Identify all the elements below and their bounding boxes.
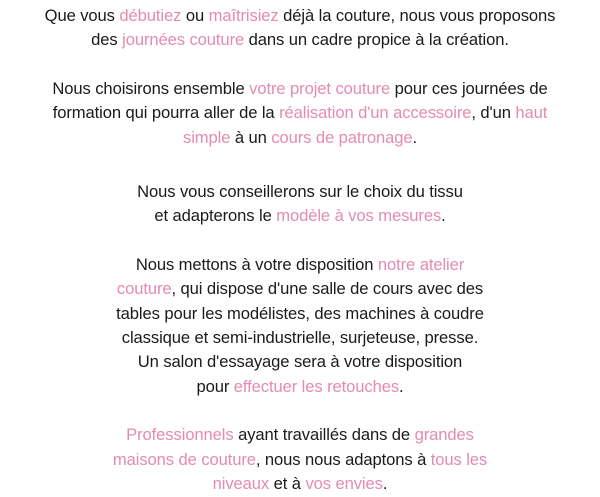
highlighted-phrase: débutiez (119, 6, 182, 25)
text-segment: Nous vous conseillerons sur le choix du tissu (137, 182, 463, 202)
text-segment: Que vous (44, 6, 120, 25)
highlighted-phrase: Professionnels (126, 425, 234, 445)
paragraph-2 (0, 77, 600, 150)
text-segment: et adapterons le (154, 206, 277, 226)
highlighted-phrase: couture (116, 279, 172, 299)
text-line (53, 103, 548, 122)
text-segment: pour ces journées de (390, 78, 548, 98)
text-line (213, 474, 388, 493)
paragraph-3 (0, 180, 600, 229)
text-line (138, 352, 462, 371)
paragraph-5 (0, 423, 600, 496)
highlighted-phrase: journées couture (122, 30, 245, 50)
text-line (126, 425, 474, 444)
highlighted-phrase: notre atelier (377, 254, 465, 274)
highlighted-phrase: maisons de couture (112, 449, 256, 469)
text-segment: tables pour les modélistes, des machines à coudre (116, 303, 484, 323)
text-segment: ayant travaillés dans de (233, 425, 415, 445)
highlighted-phrase: votre projet couture (249, 78, 391, 98)
text-segment: classique et semi-industrielle, surjeteuse, presse. (121, 328, 479, 348)
text-line (154, 206, 445, 225)
text-segment: à un (230, 127, 272, 147)
highlighted-phrase: effectuer les retouches (233, 376, 400, 396)
text-segment: déjà la couture, nous vous proposons (278, 6, 556, 25)
highlighted-phrase: haut (515, 103, 548, 123)
highlighted-phrase: réalisation d'un accessoire (279, 103, 472, 123)
text-segment: . (382, 474, 388, 494)
text-segment: ou (181, 6, 209, 25)
text-line (196, 377, 403, 396)
text-line (137, 182, 463, 201)
text-line (136, 255, 464, 274)
highlighted-phrase: cours de patronage (271, 127, 413, 147)
text-line (113, 450, 487, 469)
text-segment: et à (269, 474, 306, 494)
text-line (45, 6, 556, 25)
text-line (116, 304, 484, 323)
highlighted-phrase: maîtrisiez (208, 6, 279, 25)
text-segment: pour (196, 376, 234, 396)
text-segment: . (412, 127, 417, 147)
highlighted-phrase: simple (183, 127, 231, 147)
text-segment: dans un cadre propice à la création. (244, 30, 509, 50)
text-segment: , nous nous adaptons à (255, 449, 431, 469)
text-segment: des (91, 30, 123, 50)
highlighted-phrase: grandes (414, 425, 474, 445)
paragraph-1 (0, 4, 600, 53)
text-segment: , qui dispose d'une salle de cours avec des (171, 279, 484, 299)
text-line (91, 30, 509, 49)
highlighted-phrase: niveaux (212, 474, 270, 494)
text-segment: . (441, 206, 446, 226)
text-segment: . (399, 376, 404, 396)
text-line (183, 128, 417, 147)
highlighted-phrase: tous les (430, 449, 488, 469)
text-segment: Nous choisirons ensemble (52, 78, 250, 98)
text-line (52, 79, 547, 98)
text-segment: formation qui pourra aller de la (52, 103, 280, 123)
text-segment: Un salon d'essayage sera à votre disposition (137, 352, 463, 372)
paragraph-4 (0, 253, 600, 399)
highlighted-phrase: vos envies (305, 474, 383, 494)
text-line (117, 279, 483, 298)
text-line (122, 328, 478, 347)
text-segment: Nous mettons à votre disposition (135, 254, 378, 274)
text-segment: , d'un (471, 103, 516, 123)
highlighted-phrase: modèle à vos mesures (276, 206, 442, 226)
